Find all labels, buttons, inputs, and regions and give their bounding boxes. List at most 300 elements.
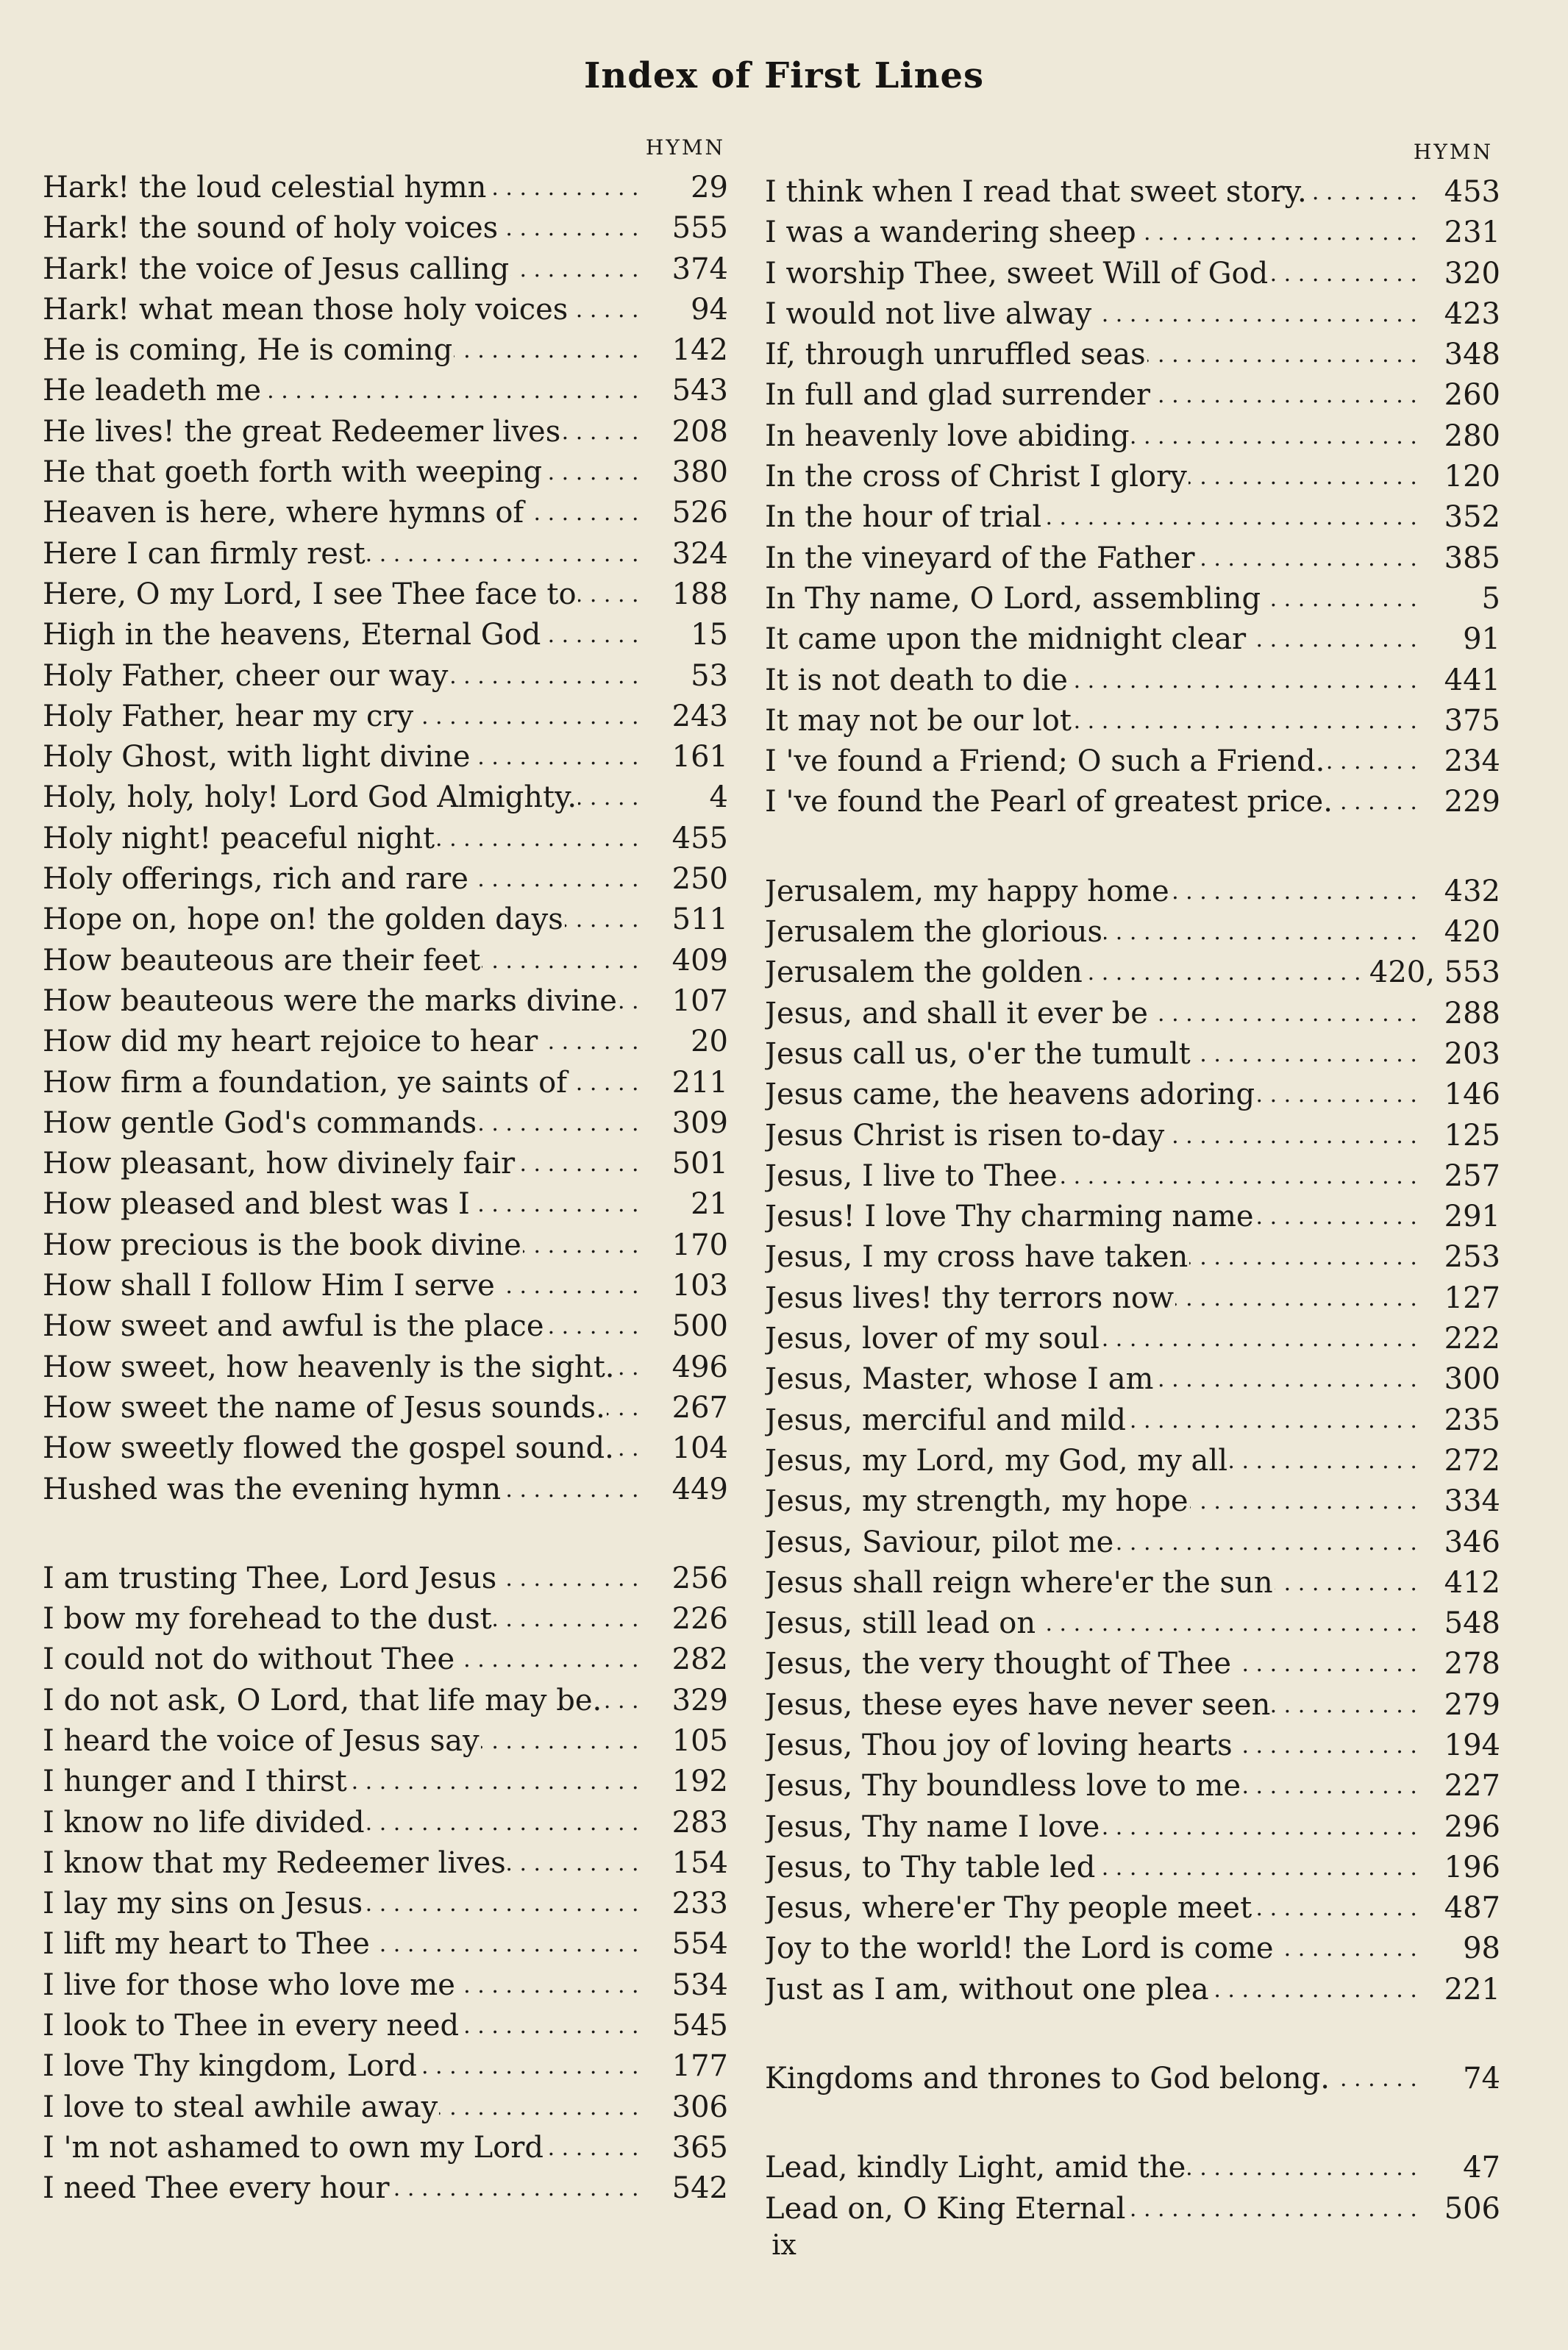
index-entry	[765, 1848, 1500, 1888]
hymn-number: 125	[1444, 1118, 1500, 1153]
hymn-number: 98	[1463, 1931, 1500, 1966]
hymn-number: 15	[691, 618, 728, 652]
first-line-text: I live for those who love me	[43, 1968, 455, 2002]
hymn-number: 243	[671, 699, 728, 733]
index-entry	[765, 1523, 1500, 1563]
left-column	[43, 135, 728, 2210]
index-entry	[43, 819, 728, 859]
index-entry	[765, 538, 1500, 579]
first-line-text: Just as I am, without one plea	[765, 1972, 1209, 2007]
first-line-text: Jesus lives! thy terrors now	[765, 1281, 1175, 1315]
hymn-number: 103	[671, 1269, 728, 1303]
first-line-text: I love to steal awhile away	[43, 2090, 438, 2124]
index-entry	[765, 294, 1500, 335]
index-entry	[765, 1197, 1500, 1237]
hymn-number: 177	[671, 2049, 728, 2084]
index-entry	[765, 1116, 1500, 1156]
first-line-text: Holy night! peaceful night	[43, 821, 435, 855]
index-entry	[43, 290, 728, 330]
first-line-text: I 've found the Pearl of greatest price.	[765, 785, 1333, 819]
hymn-number: 229	[1444, 785, 1500, 819]
hymn-number: 279	[1444, 1687, 1500, 1722]
index-entry	[765, 172, 1500, 213]
hymn-number: 375	[1444, 703, 1500, 738]
index-entry	[765, 619, 1500, 660]
hymn-number: 278	[1444, 1647, 1500, 1681]
hymn-number: 420, 553	[1369, 955, 1500, 990]
hymn-number: 47	[1463, 2151, 1500, 2185]
first-line-text: Here, O my Lord, I see Thee face to	[43, 577, 577, 611]
right-column	[765, 135, 1500, 2229]
hymn-number: 4	[709, 780, 728, 815]
hymn-number: 380	[671, 455, 728, 490]
index-entry	[765, 457, 1500, 497]
index-entry	[43, 371, 728, 411]
first-line-text: Jesus shall reign where'er the sun	[765, 1565, 1273, 1600]
first-line-text: I heard the voice of Jesus say	[43, 1723, 480, 1758]
index-entry	[43, 2168, 728, 2209]
index-entry	[765, 213, 1500, 253]
index-entry	[43, 777, 728, 818]
index-entry	[765, 254, 1500, 294]
first-line-text: Jesus Christ is risen to-day	[765, 1118, 1165, 1153]
first-line-text: Holy offerings, rich and rare	[43, 862, 468, 897]
index-entry	[43, 330, 728, 371]
index-entry	[765, 701, 1500, 741]
index-entry	[43, 1965, 728, 2006]
first-line-text: How shall I follow Him I serve	[43, 1269, 495, 1303]
first-line-text: It may not be our lot	[765, 703, 1072, 738]
hymn-number: 329	[671, 1683, 728, 1717]
index-entry	[43, 1721, 728, 1762]
index-entry	[765, 1481, 1500, 1522]
hymn-number: 296	[1444, 1809, 1500, 1844]
hymn-number: 348	[1444, 338, 1500, 372]
index-entry	[43, 1063, 728, 1103]
hymn-number: 346	[1444, 1525, 1500, 1559]
hymn-number: 534	[671, 1968, 728, 2002]
first-line-text: I 've found a Friend; O such a Friend.	[765, 744, 1325, 779]
hymn-number: 105	[671, 1723, 728, 1758]
first-line-text: Lead on, O King Eternal	[765, 2191, 1126, 2226]
index-entry	[43, 1022, 728, 1062]
index-entry	[43, 1884, 728, 1924]
hymn-number: 221	[1444, 1972, 1500, 2007]
index-entry	[765, 1726, 1500, 1766]
hymn-number: 288	[1444, 996, 1500, 1030]
hymn-number: 453	[1444, 175, 1500, 209]
hymn-number: 127	[1444, 1281, 1500, 1315]
letter-group-gap	[765, 2010, 1500, 2059]
hymn-number: 412	[1444, 1565, 1500, 1600]
first-line-text: Jesus came, the heavens adoring	[765, 1078, 1255, 1112]
index-entry	[43, 859, 728, 900]
index-entry	[765, 1400, 1500, 1441]
hymn-number: 409	[671, 943, 728, 978]
letter-group-gap	[43, 1510, 728, 1559]
index-entry	[765, 1156, 1500, 1197]
hymn-column-heading: HYMN	[1413, 140, 1493, 164]
first-line-text: I 'm not ashamed to own my Lord	[43, 2130, 544, 2165]
hymn-number: 154	[671, 1845, 728, 1880]
hymn-number: 352	[1444, 500, 1500, 535]
first-line-text: I worship Thee, sweet Will of God	[765, 256, 1269, 291]
index-entry	[765, 375, 1500, 416]
index-entry	[43, 1681, 728, 1721]
first-line-text: Jesus, Thy name I love	[765, 1809, 1100, 1844]
index-entry	[765, 1441, 1500, 1481]
hymn-number: 192	[671, 1765, 728, 1799]
index-entry	[43, 1347, 728, 1388]
first-line-text: It came upon the midnight clear	[765, 622, 1247, 657]
first-line-text: I look to Thee in every need	[43, 2009, 460, 2043]
index-entry	[43, 1225, 728, 1266]
hymn-number: 543	[671, 374, 728, 408]
index-entry	[765, 1888, 1500, 1929]
index-entry	[765, 912, 1500, 953]
first-line-text: Jesus, I my cross have taken	[765, 1240, 1189, 1275]
index-entry	[765, 1603, 1500, 1644]
index-entry	[765, 1929, 1500, 1969]
index-entry	[43, 249, 728, 290]
first-line-text: I lift my heart to Thee	[43, 1927, 370, 1962]
first-line-text: Jesus, and shall it ever be	[765, 996, 1148, 1030]
letter-group-gap	[765, 823, 1500, 872]
index-entry	[43, 1266, 728, 1306]
first-line-text: How did my heart rejoice to hear	[43, 1025, 538, 1059]
index-entry	[43, 493, 728, 533]
hymn-number: 506	[1444, 2191, 1500, 2226]
first-line-text: I do not ask, O Lord, that life may be.	[43, 1683, 602, 1717]
hymn-number: 309	[671, 1105, 728, 1140]
hymn-number: 545	[671, 2009, 728, 2043]
first-line-text: Hark! what mean those holy voices	[43, 292, 569, 327]
index-entry	[43, 1144, 728, 1184]
first-line-text: Jesus, lover of my soul	[765, 1322, 1100, 1356]
first-line-text: How sweet the name of Jesus sounds.	[43, 1390, 605, 1425]
hymn-number: 291	[1444, 1200, 1500, 1234]
first-line-text: Holy, holy, holy! Lord God Almighty.	[43, 780, 577, 815]
letter-group-gap	[765, 2099, 1500, 2148]
hymn-number: 5	[1481, 581, 1500, 616]
index-entry	[43, 1428, 728, 1469]
first-line-text: Jesus, where'er Thy people meet	[765, 1891, 1252, 1926]
index-entry	[765, 416, 1500, 457]
first-line-text: In the hour of trial	[765, 500, 1042, 535]
first-line-text: Jesus, Saviour, pilot me	[765, 1525, 1114, 1559]
first-line-text: In the cross of Christ I glory	[765, 460, 1187, 494]
first-line-text: In heavenly love abiding	[765, 419, 1130, 453]
hymn-number: 320	[1444, 256, 1500, 291]
hymn-number: 74	[1463, 2062, 1500, 2096]
index-entry	[43, 2046, 728, 2087]
index-entry	[43, 208, 728, 249]
first-line-text: Jesus, Master, whose I am	[765, 1362, 1154, 1397]
hymn-number: 250	[671, 862, 728, 897]
hymn-number: 555	[671, 211, 728, 246]
left-entries	[43, 168, 728, 2210]
hymn-number: 554	[671, 1927, 728, 1962]
hymn-number: 324	[671, 536, 728, 571]
first-line-text: Hope on, hope on! the golden days	[43, 902, 563, 937]
hymn-number: 226	[671, 1602, 728, 1637]
first-line-text: Jesus, my strength, my hope	[765, 1484, 1189, 1519]
first-line-text: Jesus! I love Thy charming name	[765, 1200, 1254, 1234]
first-line-text: Jerusalem the golden	[765, 955, 1083, 990]
hymn-number: 441	[1444, 663, 1500, 697]
index-entry	[43, 1103, 728, 1144]
first-line-text: Jesus, Thy boundless love to me	[765, 1769, 1241, 1804]
index-entry	[43, 1184, 728, 1225]
first-line-text: How gentle God's commands	[43, 1105, 477, 1140]
first-line-text: I bow my forehead to the dust	[43, 1602, 492, 1637]
first-line-text: I hunger and I thirst	[43, 1765, 347, 1799]
first-line-text: Jesus, merciful and mild	[765, 1403, 1126, 1437]
first-line-text: Joy to the world! the Lord is come	[765, 1931, 1274, 1966]
first-line-text: Hark! the sound of holy voices	[43, 211, 499, 246]
first-line-text: Jesus, these eyes have never seen	[765, 1687, 1271, 1722]
index-entry	[43, 2006, 728, 2046]
hymn-number: 334	[1444, 1484, 1500, 1519]
hymn-number: 222	[1444, 1322, 1500, 1356]
hymn-number: 449	[671, 1472, 728, 1506]
hymn-number: 272	[1444, 1443, 1500, 1478]
index-entry	[43, 2128, 728, 2168]
hymn-number: 256	[671, 1561, 728, 1595]
hymn-number: 146	[1444, 1078, 1500, 1112]
index-entry	[765, 2189, 1500, 2229]
page-title: Index of First Lines	[583, 55, 985, 96]
hymn-number: 91	[1463, 622, 1500, 657]
first-line-text: Jesus, still lead on	[765, 1606, 1036, 1641]
hymn-number: 267	[671, 1390, 728, 1425]
index-entry	[765, 1970, 1500, 2010]
right-entries	[765, 172, 1500, 2229]
index-entry	[43, 941, 728, 981]
first-line-text: Here I can firmly rest	[43, 536, 366, 571]
hymn-number: 257	[1444, 1158, 1500, 1193]
hymn-number: 188	[671, 577, 728, 611]
index-entry	[765, 1359, 1500, 1400]
hymn-number: 548	[1444, 1606, 1500, 1641]
index-entry	[765, 1034, 1500, 1075]
index-entry	[765, 953, 1500, 993]
hymn-number: 420	[1444, 915, 1500, 950]
first-line-text: If, through unruffled seas	[765, 338, 1146, 372]
hymn-number: 260	[1444, 378, 1500, 413]
first-line-text: High in the heavens, Eternal God	[43, 618, 541, 652]
hymn-number: 142	[671, 333, 728, 368]
index-entry	[43, 168, 728, 208]
index-entry	[765, 335, 1500, 375]
hymn-number: 253	[1444, 1240, 1500, 1275]
first-line-text: Jesus, to Thy table led	[765, 1850, 1096, 1884]
hymn-number: 20	[691, 1025, 728, 1059]
hymn-number: 496	[671, 1350, 728, 1384]
first-line-text: In the vineyard of the Father	[765, 541, 1195, 575]
index-entry	[43, 574, 728, 615]
first-line-text: He that goeth forth with weeping	[43, 455, 543, 490]
first-line-text: How sweet and awful is the place	[43, 1309, 544, 1344]
first-line-text: Jerusalem, my happy home	[765, 874, 1169, 908]
first-line-text: In Thy name, O Lord, assembling	[765, 581, 1261, 616]
first-line-text: I know no life divided	[43, 1805, 365, 1840]
index-entry	[765, 1278, 1500, 1319]
hymn-number: 501	[671, 1147, 728, 1181]
hymn-number: 235	[1444, 1403, 1500, 1437]
first-line-text: He lives! the great Redeemer lives	[43, 414, 561, 449]
first-line-text: Jesus, my Lord, my God, my all	[765, 1443, 1227, 1478]
first-line-text: How sweetly flowed the gospel sound.	[43, 1431, 614, 1466]
index-entry	[43, 534, 728, 574]
first-line-text: Hark! the loud celestial hymn	[43, 171, 487, 204]
first-line-text: In full and glad surrender	[765, 378, 1151, 413]
hymn-number: 234	[1444, 744, 1500, 779]
index-entry	[43, 981, 728, 1022]
hymn-number: 29	[691, 171, 728, 204]
hymn-number: 300	[1444, 1362, 1500, 1397]
index-entry	[765, 1807, 1500, 1848]
index-entry	[765, 1644, 1500, 1684]
hymn-number: 170	[671, 1228, 728, 1262]
first-line-text: He is coming, He is coming	[43, 333, 453, 368]
index-entry	[43, 1762, 728, 1802]
hymn-number: 423	[1444, 296, 1500, 331]
first-line-text: Jesus, Thou joy of loving hearts	[765, 1728, 1233, 1762]
index-entry	[43, 737, 728, 777]
hymn-number: 21	[691, 1187, 728, 1222]
hymn-number: 227	[1444, 1769, 1500, 1804]
index-entry	[765, 741, 1500, 782]
hymn-number: 542	[671, 2171, 728, 2206]
hymn-number: 526	[671, 496, 728, 530]
first-line-text: Heaven is here, where hymns of	[43, 496, 524, 530]
index-entry	[43, 1843, 728, 1884]
first-line-text: Jerusalem the glorious	[765, 915, 1103, 950]
first-line-text: How pleased and blest was I	[43, 1187, 470, 1222]
index-entry	[765, 1075, 1500, 1115]
index-entry	[43, 1803, 728, 1843]
first-line-text: Jesus, I live to Thee	[765, 1158, 1058, 1193]
hymn-number: 283	[671, 1805, 728, 1840]
first-line-text: Kingdoms and thrones to God belong.	[765, 2062, 1330, 2096]
hymn-number: 161	[671, 740, 728, 775]
first-line-text: I need Thee every hour	[43, 2171, 390, 2206]
hymn-number: 306	[671, 2090, 728, 2124]
index-entry	[43, 900, 728, 940]
hymn-number: 104	[671, 1431, 728, 1466]
index-entry	[765, 579, 1500, 619]
index-entry	[765, 782, 1500, 822]
hymn-number: 487	[1444, 1891, 1500, 1926]
first-line-text: Jesus, the very thought of Thee	[765, 1647, 1232, 1681]
first-line-text: I lay my sins on Jesus	[43, 1887, 363, 1921]
index-entry	[43, 615, 728, 655]
index-entry	[43, 1639, 728, 1680]
first-line-text: Holy Ghost, with light divine	[43, 740, 471, 775]
first-line-text: I was a wandering sheep	[765, 216, 1136, 250]
first-line-text: How pleasant, how divinely fair	[43, 1147, 516, 1181]
hymn-number: 196	[1444, 1850, 1500, 1884]
hymn-number: 500	[671, 1309, 728, 1344]
hymn-number: 455	[671, 821, 728, 855]
index-entry	[43, 1599, 728, 1639]
first-line-text: How beauteous were the marks divine	[43, 983, 617, 1018]
index-entry	[765, 2148, 1500, 2188]
first-line-text: Holy Father, cheer our way	[43, 658, 449, 693]
hymn-number: 385	[1444, 541, 1500, 575]
index-entry	[765, 1237, 1500, 1278]
first-line-text: I think when I read that sweet story.	[765, 175, 1307, 209]
hymn-number: 211	[671, 1065, 728, 1100]
index-entry	[43, 697, 728, 737]
hymn-number: 233	[671, 1887, 728, 1921]
index-entry	[43, 1306, 728, 1347]
index-entry	[765, 1766, 1500, 1806]
first-line-text: Hushed was the evening hymn	[43, 1472, 502, 1506]
index-entry	[765, 497, 1500, 538]
first-line-text: I love Thy kingdom, Lord	[43, 2049, 417, 2084]
index-entry	[765, 872, 1500, 912]
index-entry	[43, 452, 728, 493]
hymn-number: 365	[671, 2130, 728, 2165]
index-entry	[765, 994, 1500, 1034]
first-line-text: I know that my Redeemer lives	[43, 1845, 506, 1880]
first-line-text: I could not do without Thee	[43, 1642, 455, 1677]
hymn-number: 374	[671, 252, 728, 286]
first-line-text: How beauteous are their feet	[43, 943, 481, 978]
index-entry	[43, 1470, 728, 1510]
index-entry	[43, 1559, 728, 1599]
hymn-number: 107	[671, 983, 728, 1018]
hymn-number: 208	[671, 414, 728, 449]
hymn-number: 53	[691, 658, 728, 693]
first-line-text: Lead, kindly Light, amid the	[765, 2151, 1186, 2185]
hymn-number: 511	[671, 902, 728, 937]
index-entry	[765, 661, 1500, 701]
first-line-text: Holy Father, hear my cry	[43, 699, 414, 733]
hymn-number: 282	[671, 1642, 728, 1677]
first-line-text: He leadeth me	[43, 374, 262, 408]
index-entry	[765, 1563, 1500, 1603]
index-entry	[43, 1388, 728, 1428]
index-entry	[43, 2087, 728, 2128]
hymn-number: 94	[691, 292, 728, 327]
first-line-text: How firm a foundation, ye saints of	[43, 1065, 568, 1100]
index-entry	[765, 1685, 1500, 1726]
index-entry	[43, 656, 728, 697]
first-line-text: Jesus call us, o'er the tumult	[765, 1036, 1191, 1071]
hymn-number: 231	[1444, 216, 1500, 250]
page-number: ix	[771, 2229, 797, 2261]
first-line-text: How precious is the book divine	[43, 1228, 521, 1262]
first-line-text: I am trusting Thee, Lord Jesus	[43, 1561, 497, 1595]
index-entry	[765, 1319, 1500, 1359]
first-line-text: How sweet, how heavenly is the sight.	[43, 1350, 615, 1384]
first-line-text: It is not death to die	[765, 663, 1068, 697]
index-entry	[765, 2059, 1500, 2099]
hymn-number: 432	[1444, 874, 1500, 908]
hymn-number: 120	[1444, 460, 1500, 494]
hymn-number: 203	[1444, 1036, 1500, 1071]
first-line-text: I would not live alway	[765, 296, 1092, 331]
index-entry	[43, 1924, 728, 1965]
first-line-text: Hark! the voice of Jesus calling	[43, 252, 510, 286]
index-entry	[43, 412, 728, 452]
hymn-column-heading: HYMN	[645, 135, 725, 160]
hymn-number: 194	[1444, 1728, 1500, 1762]
hymn-number: 280	[1444, 419, 1500, 453]
